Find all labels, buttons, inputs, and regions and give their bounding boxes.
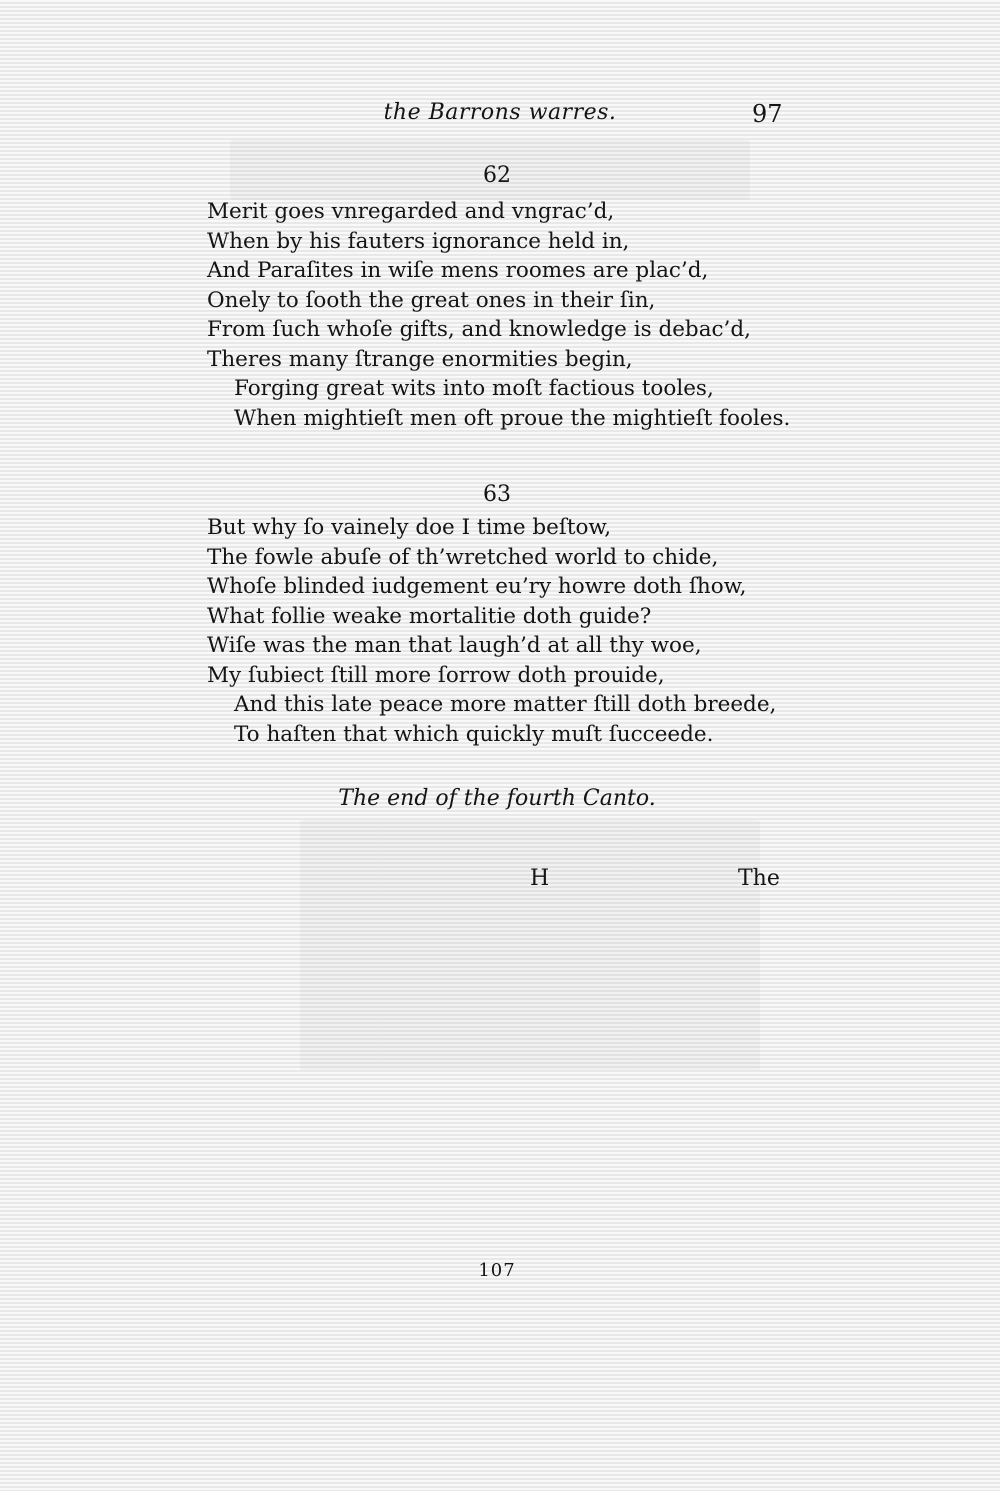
stanza-number: 62 xyxy=(483,163,511,188)
stanza-number: 63 xyxy=(483,482,511,507)
verse-line: From ſuch whoſe gifts, and knowledge is debac’d, xyxy=(207,317,751,342)
verse-line: But why ſo vainely doe I time beſtow, xyxy=(207,515,612,540)
verse-line: Theres many ſtrange enormities begin, xyxy=(207,346,633,372)
stanza-62 xyxy=(207,197,790,433)
show-through-shadow xyxy=(300,820,760,1070)
verse-line: To haſten that which quickly muſt ſucceede. xyxy=(234,721,714,747)
verse-line: My ſubiect ſtill more ſorrow doth prouide, xyxy=(207,662,665,688)
verse-line: Whoſe blinded iudgement eu’ry howre doth ſhow, xyxy=(207,574,747,599)
verse-line: Merit goes vnregarded and vngrac’d, xyxy=(207,199,615,224)
verse-line: Onely to ſooth the great ones in their ſin, xyxy=(207,287,656,313)
canto-end: The end of the fourth Canto. xyxy=(338,786,656,811)
signature-mark: H xyxy=(530,866,550,891)
verse-line: Wiſe was the man that laugh’d at all thy woe, xyxy=(207,633,702,658)
verse-line: And Paraſites in wiſe mens roomes are plac’d, xyxy=(207,258,709,283)
verse-line: Forging great wits into moſt factious tooles, xyxy=(234,376,714,401)
running-title: the Barrons warres. xyxy=(383,100,617,125)
catchword: The xyxy=(738,866,780,891)
verse-line: When mightieſt men oft proue the mightieſt fooles. xyxy=(234,405,791,431)
folio-number: 107 xyxy=(478,1260,516,1281)
verse-line: And this late peace more matter ſtill doth breede, xyxy=(234,692,777,717)
stanza-63 xyxy=(207,513,776,749)
page-number: 97 xyxy=(752,100,783,128)
verse-line: The fowle abuſe of th’wretched world to chide, xyxy=(207,544,719,570)
verse-line: What follie weake mortalitie doth guide? xyxy=(207,603,652,629)
verse-line: When by his fauters ignorance held in, xyxy=(207,228,630,254)
